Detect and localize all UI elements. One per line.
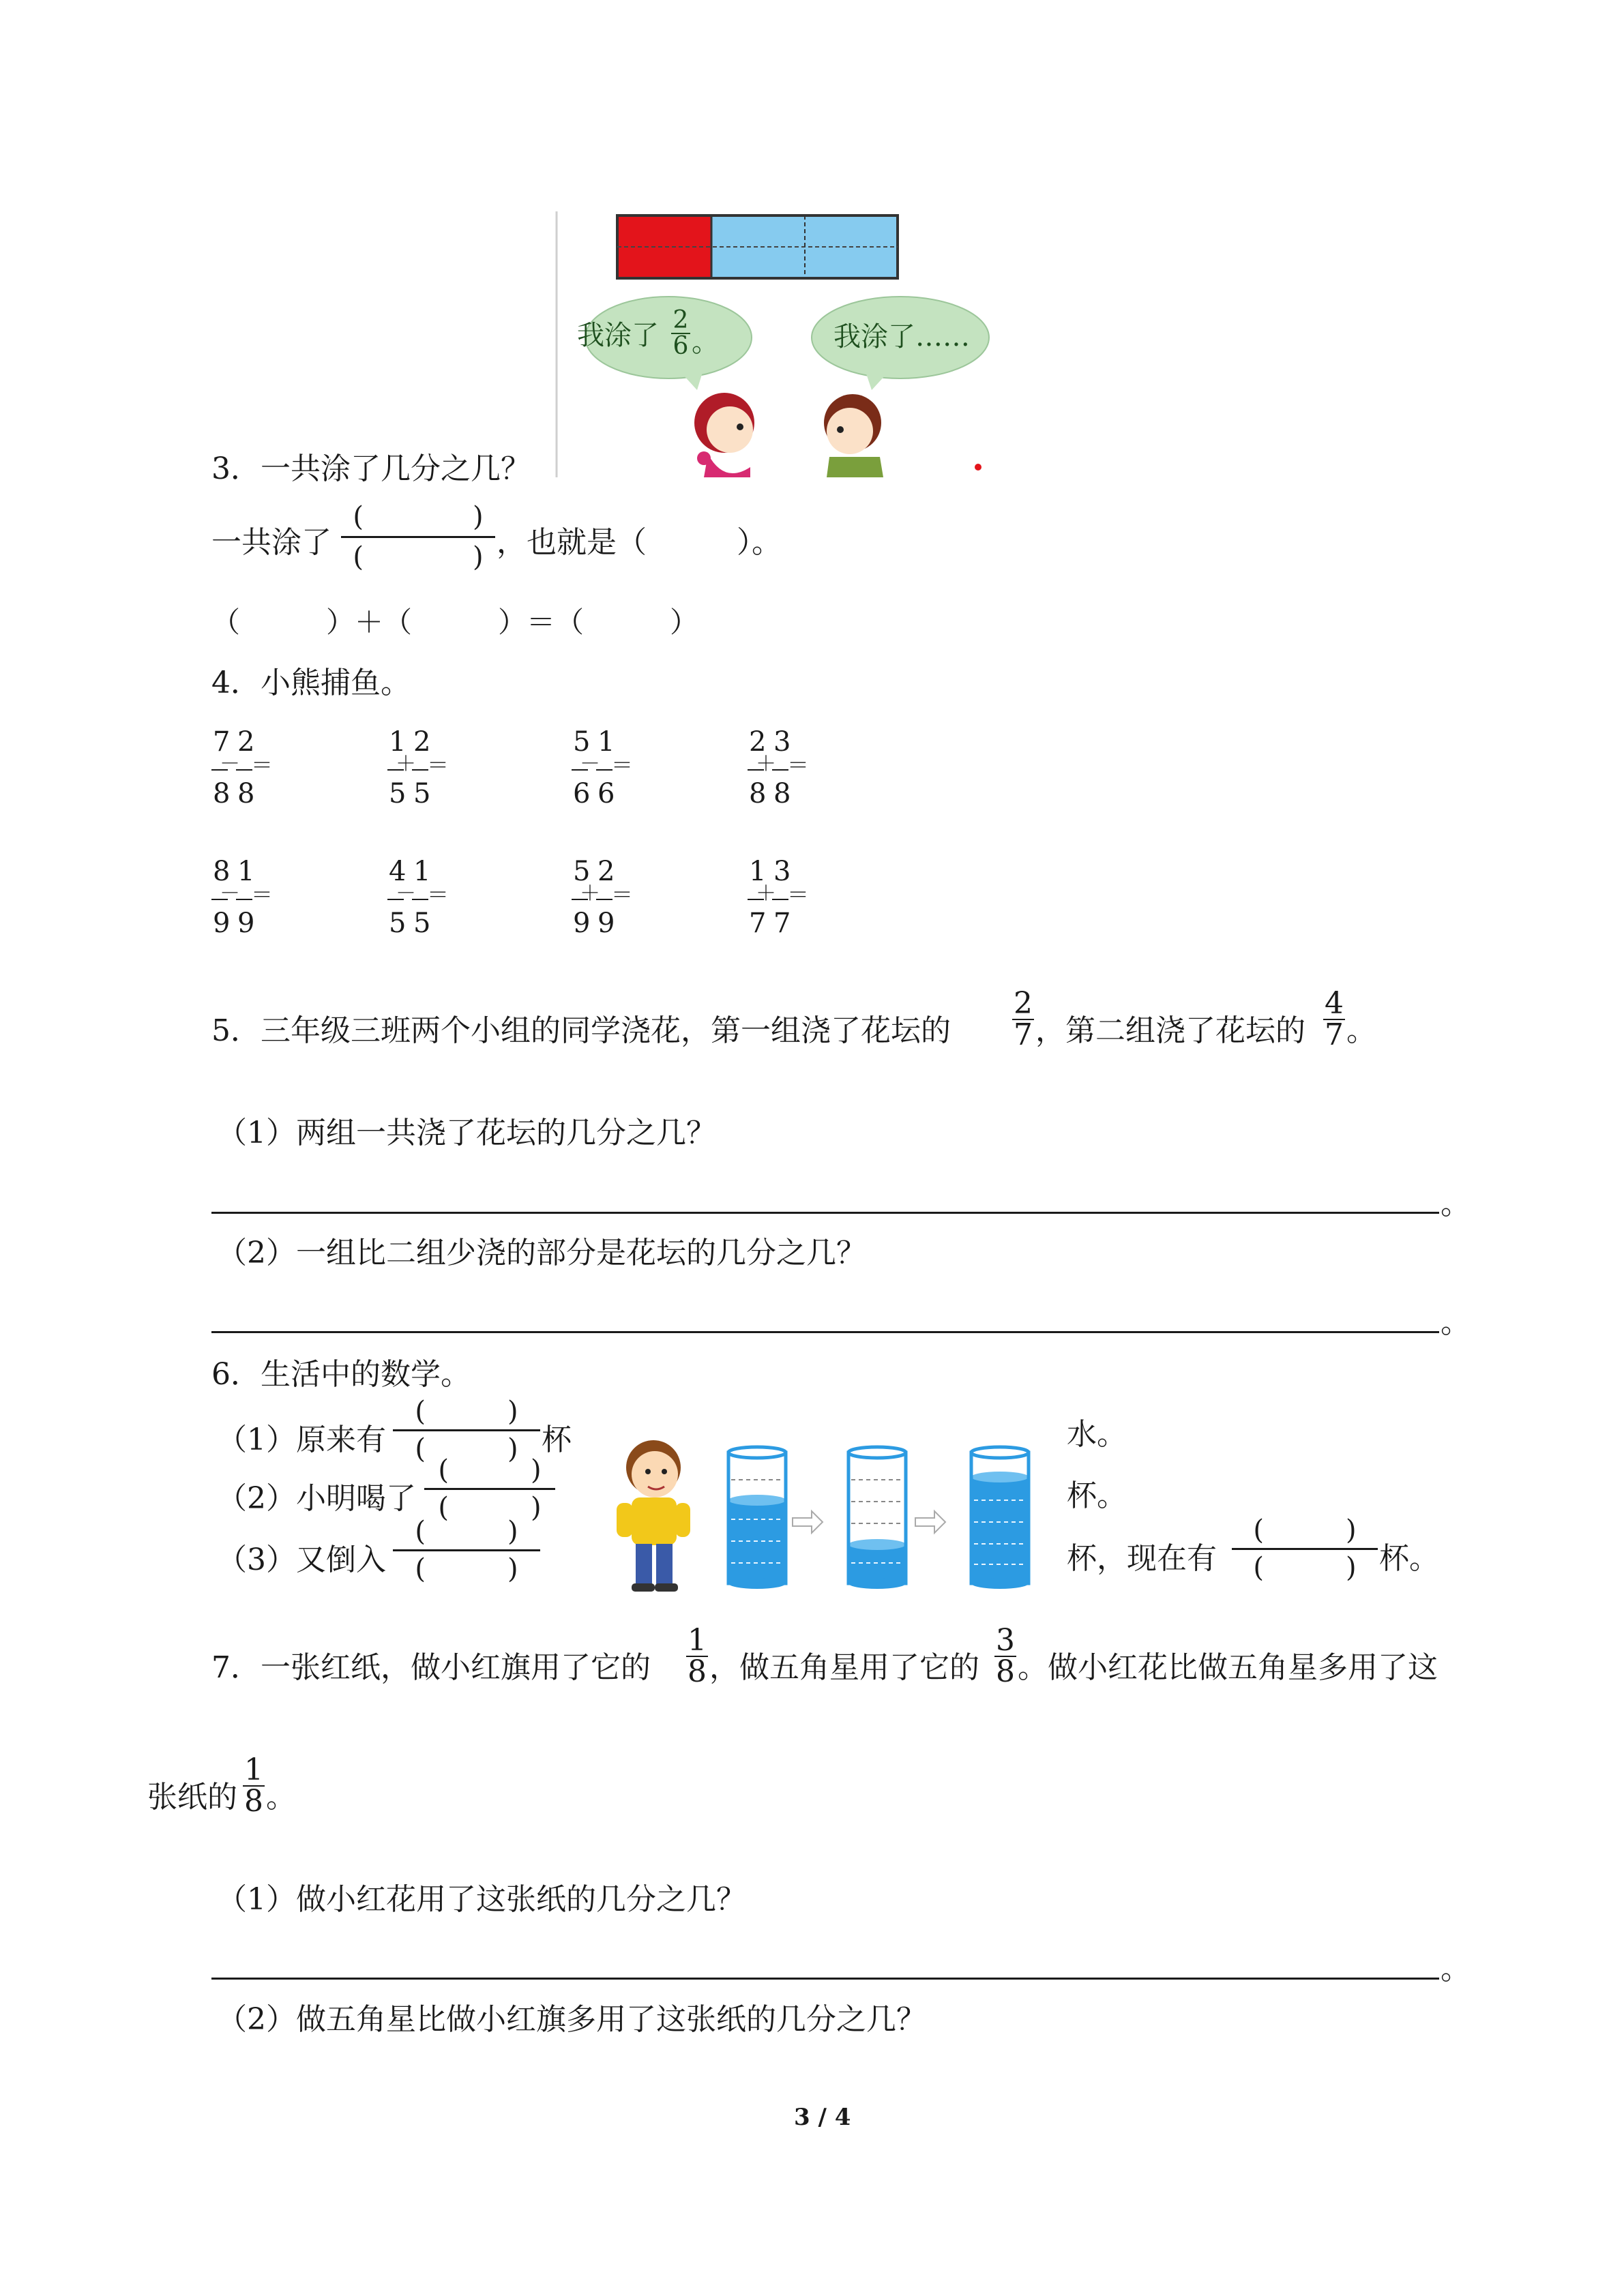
q5-sub1: （1）两组一共浇了花坛的几分之几？ [217, 1116, 716, 1150]
q5-period-2: 。 [1441, 1305, 1471, 1340]
q4-denominator-1: 5 [389, 908, 407, 939]
q4-exercise [211, 858, 293, 946]
q5-text-a: 5．三年级三班两个小组的同学浇花，第一组浇了花坛的 [211, 1013, 951, 1048]
q6-row2-right: 杯。 [1067, 1478, 1127, 1513]
fraction-bar [572, 899, 588, 900]
cup-low [848, 1447, 906, 1589]
q4-denominator-1: 5 [389, 778, 407, 809]
q7-line2-b: 。 [266, 1780, 296, 1815]
q7-period-1: 。 [1441, 1952, 1471, 1986]
q4-operator: － [580, 752, 600, 776]
q4-equals: ＝ [787, 752, 810, 778]
q4-operator: － [220, 882, 240, 906]
q5-sub2: （2）一组比二组少浇的部分是花坛的几分之几？ [217, 1236, 866, 1270]
q6-row2-fraction: ( ) ( ) [424, 1457, 555, 1521]
q3-equation: （ ）＋（ ）＝（ ） [211, 606, 699, 639]
q7-fraction-2: 3 8 [996, 1623, 1015, 1689]
q5-period-1: 。 [1441, 1187, 1471, 1221]
cup-refilled [971, 1447, 1029, 1589]
q4-denominator-2: 8 [773, 778, 791, 809]
q4-numerator-1: 5 [573, 726, 591, 758]
q3-answer-fraction: ( ) ( ) [341, 503, 495, 571]
q4-operator: － [396, 882, 416, 906]
q5-text-b: ，第二组浇了花坛的 [1035, 1013, 1305, 1048]
q4-numerator-1: 2 [749, 726, 767, 758]
cup-full [728, 1447, 786, 1589]
q4-denominator-1: 9 [573, 908, 591, 939]
q4-equals: ＝ [427, 882, 449, 908]
arrow-right-icon [915, 1511, 945, 1533]
q7-text-c: 。做小红花比做五角星多用了这 [1018, 1650, 1438, 1685]
q4-equals: ＝ [611, 882, 634, 908]
q4-denominator-2: 9 [237, 908, 255, 939]
q4-numerator-1: 7 [213, 726, 231, 758]
q7-line2-a: 张纸的 [147, 1780, 237, 1815]
q4-equals: ＝ [251, 752, 274, 778]
q4-exercise [387, 728, 469, 817]
bubble-left-end: 。 [692, 327, 719, 358]
q4-denominator-2: 7 [773, 908, 791, 939]
fraction-bar [748, 899, 764, 900]
fraction-bar [211, 899, 228, 900]
fraction-bar [748, 769, 764, 771]
q4-exercise [572, 858, 653, 946]
q6-row3-result-fraction: ( ) ( ) [1232, 1517, 1378, 1581]
q6-row2-prefix: （2）小明喝了 [217, 1481, 416, 1516]
q7-text-b: ，做五角星用了它的 [709, 1650, 979, 1685]
q4-numerator-2: 1 [413, 856, 431, 887]
bubble-right-text: 我涂了…… [833, 321, 970, 353]
q4-numerator-1: 4 [389, 856, 407, 887]
q6-row3-prefix: （3）又倒入 [217, 1542, 386, 1577]
q5-answer-line-1[interactable] [211, 1212, 1439, 1214]
bubble-left-text: 我涂了 [577, 320, 659, 351]
q4-exercise [387, 858, 469, 946]
q4-denominator-1: 8 [213, 778, 231, 809]
q4-numerator-1: 8 [213, 856, 231, 887]
fraction-bar [572, 769, 588, 771]
fraction-bar [236, 899, 252, 900]
q4-numerator-2: 2 [237, 726, 255, 758]
q4-exercise [211, 728, 293, 817]
boy-figure-q6 [617, 1440, 690, 1592]
q4-numerator-1: 5 [573, 856, 591, 887]
q4-operator: ＋ [756, 752, 776, 776]
q4-numerator-2: 2 [413, 726, 431, 758]
fraction-bar [412, 769, 428, 771]
fraction-bar [211, 769, 228, 771]
q4-denominator-1: 6 [573, 778, 591, 809]
q4-denominator-1: 9 [213, 908, 231, 939]
q7-sub1: （1）做小红花用了这张纸的几分之几？ [217, 1882, 746, 1917]
q6-title: 6．生活中的数学。 [211, 1357, 471, 1392]
q7-answer-line-1[interactable] [211, 1978, 1439, 1980]
q4-operator: ＋ [396, 752, 416, 776]
q4-denominator-2: 5 [413, 908, 431, 939]
q4-numerator-1: 1 [389, 726, 407, 758]
q4-operator: － [220, 752, 240, 776]
q6-row1-suffix: 杯 [542, 1422, 572, 1457]
q4-operator: ＋ [580, 882, 600, 906]
q4-numerator-2: 2 [597, 856, 615, 887]
boy-with-cups-illustration [600, 1432, 1050, 1596]
q4-numerator-2: 1 [597, 726, 615, 758]
q5-fraction-2: 4 7 [1325, 986, 1344, 1052]
q7-sub2: （2）做五角星比做小红旗多用了这张纸的几分之几？ [217, 2002, 926, 2037]
q4-equals: ＝ [251, 882, 274, 908]
q5-answer-line-2[interactable] [211, 1331, 1439, 1333]
q4-denominator-2: 6 [597, 778, 615, 809]
q6-row3-end: 杯。 [1379, 1541, 1439, 1576]
q4-denominator-2: 9 [597, 908, 615, 939]
q4-exercise [572, 728, 653, 817]
fraction-bar [387, 769, 404, 771]
q4-title: 4．小熊捕鱼。 [211, 666, 411, 700]
q4-numerator-2: 3 [773, 726, 791, 758]
q4-equals: ＝ [427, 752, 449, 778]
q7-fraction-3: 1 8 [244, 1753, 263, 1819]
q4-equals: ＝ [611, 752, 634, 778]
q6-row1-prefix: （1）原来有 [217, 1422, 386, 1457]
q4-denominator-1: 8 [749, 778, 767, 809]
q4-numerator-2: 3 [773, 856, 791, 887]
fraction-bar [387, 899, 404, 900]
q4-denominator-2: 8 [237, 778, 255, 809]
q3-answer-mid: ，也就是（ ）。 [497, 525, 782, 560]
fraction-bar [236, 769, 252, 771]
q5-text-c: 。 [1346, 1013, 1376, 1048]
q4-denominator-2: 5 [413, 778, 431, 809]
q4-equals: ＝ [787, 882, 810, 908]
bubble-left-fraction: 2 6 [671, 308, 690, 359]
q6-row3-fraction: ( ) ( ) [393, 1518, 540, 1583]
girl-figure [694, 393, 754, 477]
fraction-bar [412, 899, 428, 900]
fraction-bar [772, 899, 788, 900]
fraction-bar [596, 899, 612, 900]
q3-question: 3．一共涂了几分之几？ [211, 451, 531, 486]
fraction-bar [772, 769, 788, 771]
q6-row3-right: 杯，现在有 [1067, 1541, 1217, 1576]
q7-text-a: 7．一张红纸，做小红旗用了它的 [211, 1650, 651, 1685]
q5-fraction-1: 2 7 [1014, 986, 1033, 1052]
q6-row1-fraction: ( ) ( ) [393, 1398, 540, 1463]
page-number: 3 / 4 [794, 2104, 851, 2131]
q4-numerator-1: 1 [749, 856, 767, 887]
fraction-bar [596, 769, 612, 771]
q4-denominator-1: 7 [749, 908, 767, 939]
q4-numerator-2: 1 [237, 856, 255, 887]
arrow-right-icon [793, 1511, 823, 1533]
q4-exercise [748, 728, 829, 817]
q7-fraction-1: 1 8 [688, 1623, 707, 1689]
q6-row1-right: 水。 [1067, 1417, 1127, 1452]
q4-exercise [748, 858, 829, 946]
q3-answer-prefix: 一共涂了 [211, 525, 331, 560]
q4-operator: ＋ [756, 882, 776, 906]
boy-figure [824, 394, 883, 477]
